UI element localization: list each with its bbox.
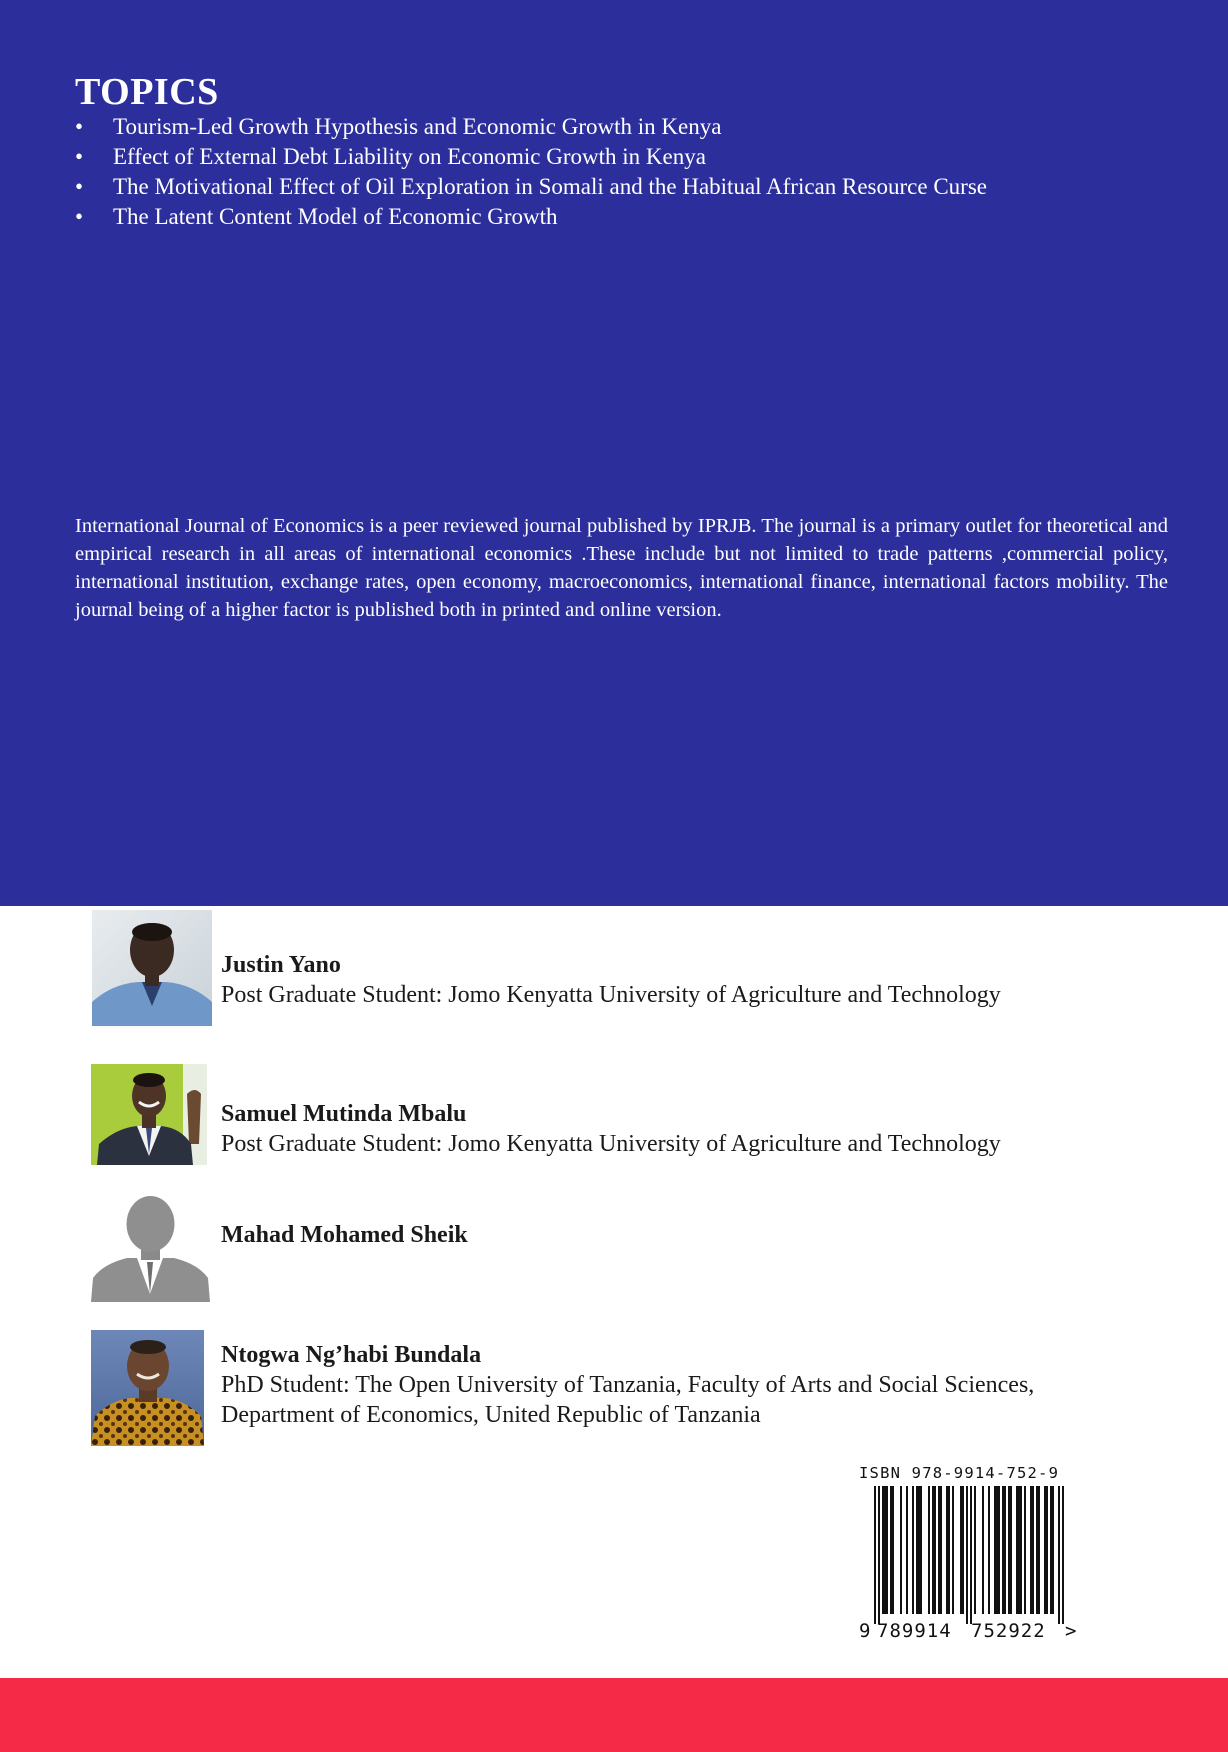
barcode-bar [906, 1486, 908, 1614]
barcode-bar [1018, 1486, 1020, 1614]
barcode-bar [1032, 1486, 1034, 1614]
isbn-label: ISBN 978-9914-752-9 [859, 1464, 1060, 1482]
barcode-bar [1038, 1486, 1040, 1614]
portrait-icon [91, 1330, 204, 1446]
author-affiliation: Department of Economics, United Republic of Tanzania [221, 1402, 761, 1428]
topic-item: • Effect of External Debt Liability on Economic Growth in Kenya [75, 142, 987, 172]
author-photo [91, 1064, 207, 1165]
author-photo [91, 1330, 204, 1446]
barcode-bar [1002, 1486, 1004, 1614]
author-details [221, 950, 1001, 1010]
barcode [858, 1486, 1088, 1646]
barcode-bar [1016, 1486, 1018, 1614]
barcode-bar [878, 1486, 880, 1624]
author-entry [0, 1194, 1228, 1302]
barcode-bar [1030, 1486, 1032, 1614]
author-details [221, 1220, 468, 1250]
topics-heading: TOPICS [75, 71, 219, 113]
barcode-bar [1062, 1486, 1064, 1624]
barcode-bar [1044, 1486, 1046, 1614]
author-name: Justin Yano [221, 952, 341, 978]
barcode-bar [890, 1486, 892, 1614]
portrait-icon [92, 910, 212, 1026]
barcode-bar [1036, 1486, 1038, 1614]
barcode-bar [886, 1486, 888, 1614]
topics-list [75, 112, 987, 232]
barcode-bar [918, 1486, 920, 1614]
barcode-bar [1058, 1486, 1060, 1624]
barcode-bar [912, 1486, 914, 1614]
barcode-bar [1008, 1486, 1010, 1614]
barcode-bar [920, 1486, 922, 1614]
barcode-bar [962, 1486, 964, 1614]
author-photo [92, 910, 212, 1026]
barcode-bar [874, 1486, 876, 1624]
author-affiliation: PhD Student: The Open University of Tanzania, Faculty of Arts and Social Sciences, [221, 1372, 1035, 1398]
author-entry [0, 910, 1228, 1026]
barcode-bar [1050, 1486, 1052, 1614]
author-entry [0, 1064, 1228, 1165]
barcode-bar [966, 1486, 968, 1624]
bottom-accent-band [0, 1678, 1228, 1752]
author-affiliation: Post Graduate Student: Jomo Kenyatta University of Agriculture and Technology [221, 1131, 1001, 1157]
topic-item: • The Latent Content Model of Economic Growth [75, 202, 987, 232]
barcode-bars [874, 1486, 1064, 1624]
barcode-bar [946, 1486, 948, 1614]
barcode-bar [1004, 1486, 1006, 1614]
barcode-left-digits: 789914 [877, 1620, 952, 1642]
barcode-first-digit: 9 [859, 1620, 871, 1642]
barcode-bar [940, 1486, 942, 1614]
barcode-bar [948, 1486, 950, 1614]
author-photo [91, 1194, 210, 1302]
barcode-bar [916, 1486, 918, 1614]
author-name: Samuel Mutinda Mbalu [221, 1101, 467, 1127]
barcode-bar [932, 1486, 934, 1614]
barcode-bar [994, 1486, 996, 1614]
author-name: Ntogwa Ng’habi Bundala [221, 1342, 482, 1368]
barcode-bar [970, 1486, 972, 1624]
barcode-bar [996, 1486, 998, 1614]
barcode-bar [982, 1486, 984, 1614]
portrait-icon [91, 1064, 207, 1165]
barcode-bar [884, 1486, 886, 1614]
barcode-bar [998, 1486, 1000, 1614]
barcode-bar [928, 1486, 930, 1614]
author-affiliation: Post Graduate Student: Jomo Kenyatta University of Agriculture and Technology [221, 982, 1001, 1008]
person-silhouette-icon [91, 1194, 210, 1302]
barcode-right-digits: 752922 [971, 1620, 1046, 1642]
barcode-bar [960, 1486, 962, 1614]
barcode-bar [882, 1486, 884, 1614]
barcode-bar [1024, 1486, 1026, 1614]
barcode-bar [988, 1486, 990, 1614]
barcode-bar [892, 1486, 894, 1614]
barcode-quiet-zone-mark: > [1065, 1620, 1077, 1642]
barcode-bar [1020, 1486, 1022, 1614]
barcode-bar [938, 1486, 940, 1614]
author-details [221, 1099, 1001, 1159]
topic-item: • Tourism-Led Growth Hypothesis and Economic Growth in Kenya [75, 112, 987, 142]
barcode-bar [1052, 1486, 1054, 1614]
topic-item: • The Motivational Effect of Oil Exploration in Somali and the Habitual African Resource Curse [75, 172, 987, 202]
journal-description: International Journal of Economics is a peer reviewed journal published by IPRJB. The journal is a primary outlet for theoretical and empirical research in all areas of international economics .These include but not limited to trade patterns ,commercial policy, international institution, exchange rates, open economy, macroeconomics, international finance, international factors mobility. The journal being of a higher factor is published both in printed and online version. [75, 515, 1168, 621]
barcode-bar [974, 1486, 976, 1614]
author-details [221, 1340, 1034, 1430]
author-entry [0, 1330, 1228, 1446]
barcode-bar [1046, 1486, 1048, 1614]
isbn-barcode-block [858, 1462, 1088, 1646]
barcode-bar [934, 1486, 936, 1614]
barcode-bar [952, 1486, 954, 1614]
author-name: Mahad Mohamed Sheik [221, 1222, 468, 1248]
barcode-bar [1010, 1486, 1012, 1614]
barcode-bar [900, 1486, 902, 1614]
